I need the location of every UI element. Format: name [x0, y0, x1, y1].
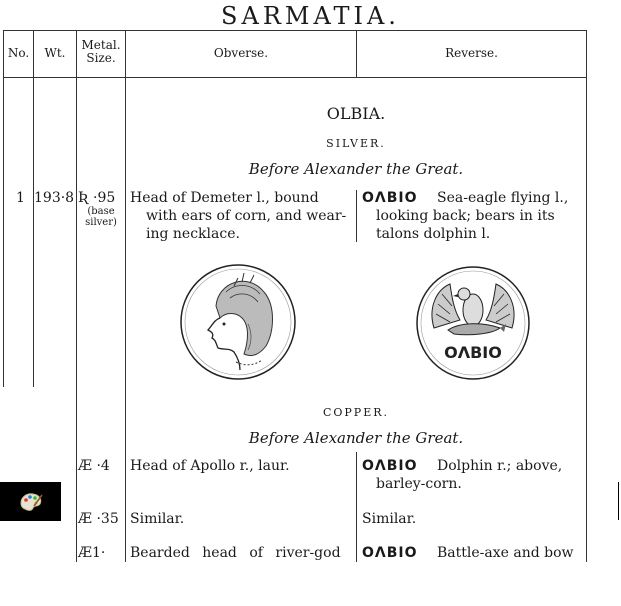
- entry-metal: Ʀ ·95: [78, 190, 116, 206]
- column-divider: [356, 190, 357, 242]
- entry-weight: 193·8: [34, 190, 75, 206]
- reverse-legend: ΟΛΒΙΟ: [362, 458, 418, 474]
- coin-reverse-image: [414, 264, 532, 382]
- entry-metal-note: [78, 206, 124, 228]
- copper-heading: COPPER.: [322, 406, 390, 419]
- obverse-line: with ears of corn, and wear-: [146, 208, 347, 224]
- column-divider: [3, 30, 4, 387]
- reverse-line: Sea-eagle flying l.,: [437, 190, 569, 206]
- entry-metal: Æ ·35: [78, 511, 119, 527]
- reverse-line: talons dolphin l.: [376, 226, 491, 242]
- obverse-line: Head of Apollo r., laur.: [130, 458, 290, 474]
- palette-icon-glyph: [18, 491, 44, 513]
- city-heading: OLBIA.: [326, 104, 386, 123]
- column-divider: [586, 30, 587, 562]
- coin-obverse-image: [178, 262, 298, 382]
- page-title: SARMATIA.: [221, 2, 400, 30]
- reverse-line: Similar.: [362, 511, 417, 527]
- obverse-line: Similar.: [130, 511, 185, 527]
- obverse-line: Bearded head of river-god: [130, 545, 341, 561]
- palette-icon[interactable]: [0, 482, 61, 521]
- entry-number: 1: [16, 190, 25, 206]
- obverse-line: ing necklace.: [146, 226, 240, 242]
- table-top-rule: [3, 30, 586, 31]
- coin-reverse-legend: ΟΛΒΙΟ: [444, 343, 502, 362]
- table-header-rule: [3, 77, 586, 78]
- entry-metal: Æ1·: [78, 545, 106, 561]
- obverse-line: Head of Demeter l., bound: [130, 190, 319, 206]
- header-metal-label: Metal.: [81, 38, 121, 52]
- reverse-legend: ΟΛΒΙΟ: [362, 190, 418, 206]
- reverse-line: barley-corn.: [376, 476, 462, 492]
- reverse-legend: ΟΛΒΙΟ: [362, 545, 418, 561]
- copper-period: Before Alexander the Great.: [248, 429, 464, 447]
- silver-period: Before Alexander the Great.: [248, 160, 464, 178]
- entry-metal: Æ ·4: [78, 458, 110, 474]
- column-divider: [33, 30, 34, 387]
- metal-note-line: silver): [85, 217, 117, 228]
- header-reverse: Reverse.: [445, 46, 498, 60]
- header-metal: [77, 39, 125, 65]
- column-divider: [76, 30, 77, 562]
- header-no: No.: [7, 46, 30, 60]
- header-obverse: Obverse.: [213, 46, 269, 60]
- silver-heading: SILVER.: [326, 137, 386, 150]
- metal-note-line: (base: [87, 206, 115, 217]
- right-edge-mark: [618, 482, 619, 520]
- reverse-line: Dolphin r.; above,: [437, 458, 563, 474]
- reverse-line: looking back; bears in its: [376, 208, 555, 224]
- reverse-line: Battle-axe and bow: [437, 545, 574, 561]
- column-divider: [356, 452, 357, 562]
- header-wt: Wt.: [44, 46, 66, 60]
- header-size-label: Size.: [86, 51, 116, 65]
